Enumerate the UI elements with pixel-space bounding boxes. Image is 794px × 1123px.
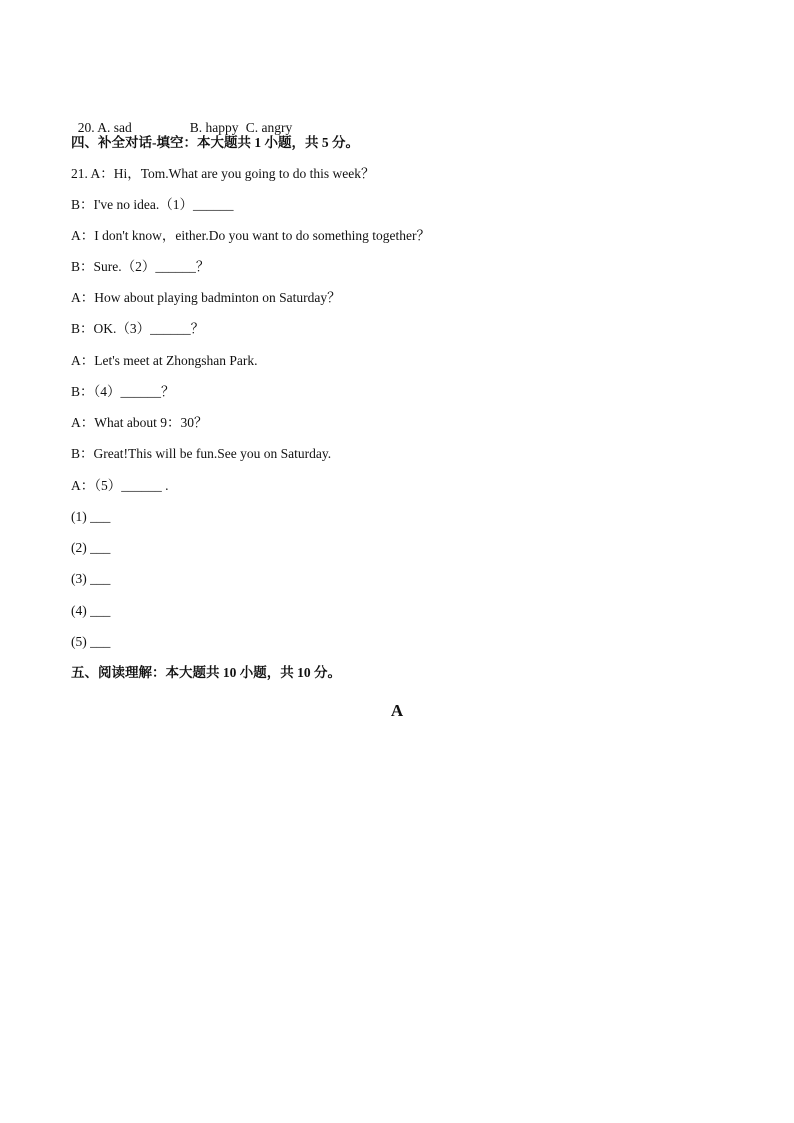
q20-option-c: C. angry	[245, 120, 293, 135]
dialogue-line: B：Great!This will be fun.See you on Saturday.	[71, 446, 332, 461]
passage-title: A	[390, 701, 404, 720]
dialogue-line: A：Let's meet at Zhongshan Park.	[71, 353, 258, 368]
answer-blank-4: (4) ___	[71, 603, 111, 618]
dialogue-line: B：（4）______？	[71, 384, 175, 399]
section-4-heading: 四、补全对话-填空：本大题共 1 小题，共 5 分。	[71, 135, 359, 150]
dialogue-line: 21. A：Hi，Tom.What are you going to do this week？	[71, 166, 375, 181]
dialogue-line: B：OK.（3）______？	[71, 321, 205, 336]
dialogue-line: B：Sure.（2）______？	[71, 259, 210, 274]
answer-blank-2: (2) ___	[71, 540, 111, 555]
dialogue-line: A：How about playing badminton on Saturday？	[71, 290, 341, 305]
q20-options-line	[71, 104, 292, 136]
dialogue-line: A：（5）______ .	[71, 478, 169, 493]
q20-option-a: 20. A. sad	[77, 120, 132, 135]
answer-blank-3: (3) ___	[71, 571, 111, 586]
answer-blank-1: (1) ___	[71, 509, 111, 524]
dialogue-line: B：I've no idea.（1）______	[71, 197, 234, 212]
section-5-heading: 五、阅读理解：本大题共 10 小题，共 10 分。	[71, 665, 341, 680]
dialogue-line: A：I don't know，either.Do you want to do something together？	[71, 228, 431, 243]
answer-blank-5: (5) ___	[71, 634, 111, 649]
dialogue-line: A：What about 9：30？	[71, 415, 208, 430]
q20-option-b: B. happy	[189, 120, 239, 135]
